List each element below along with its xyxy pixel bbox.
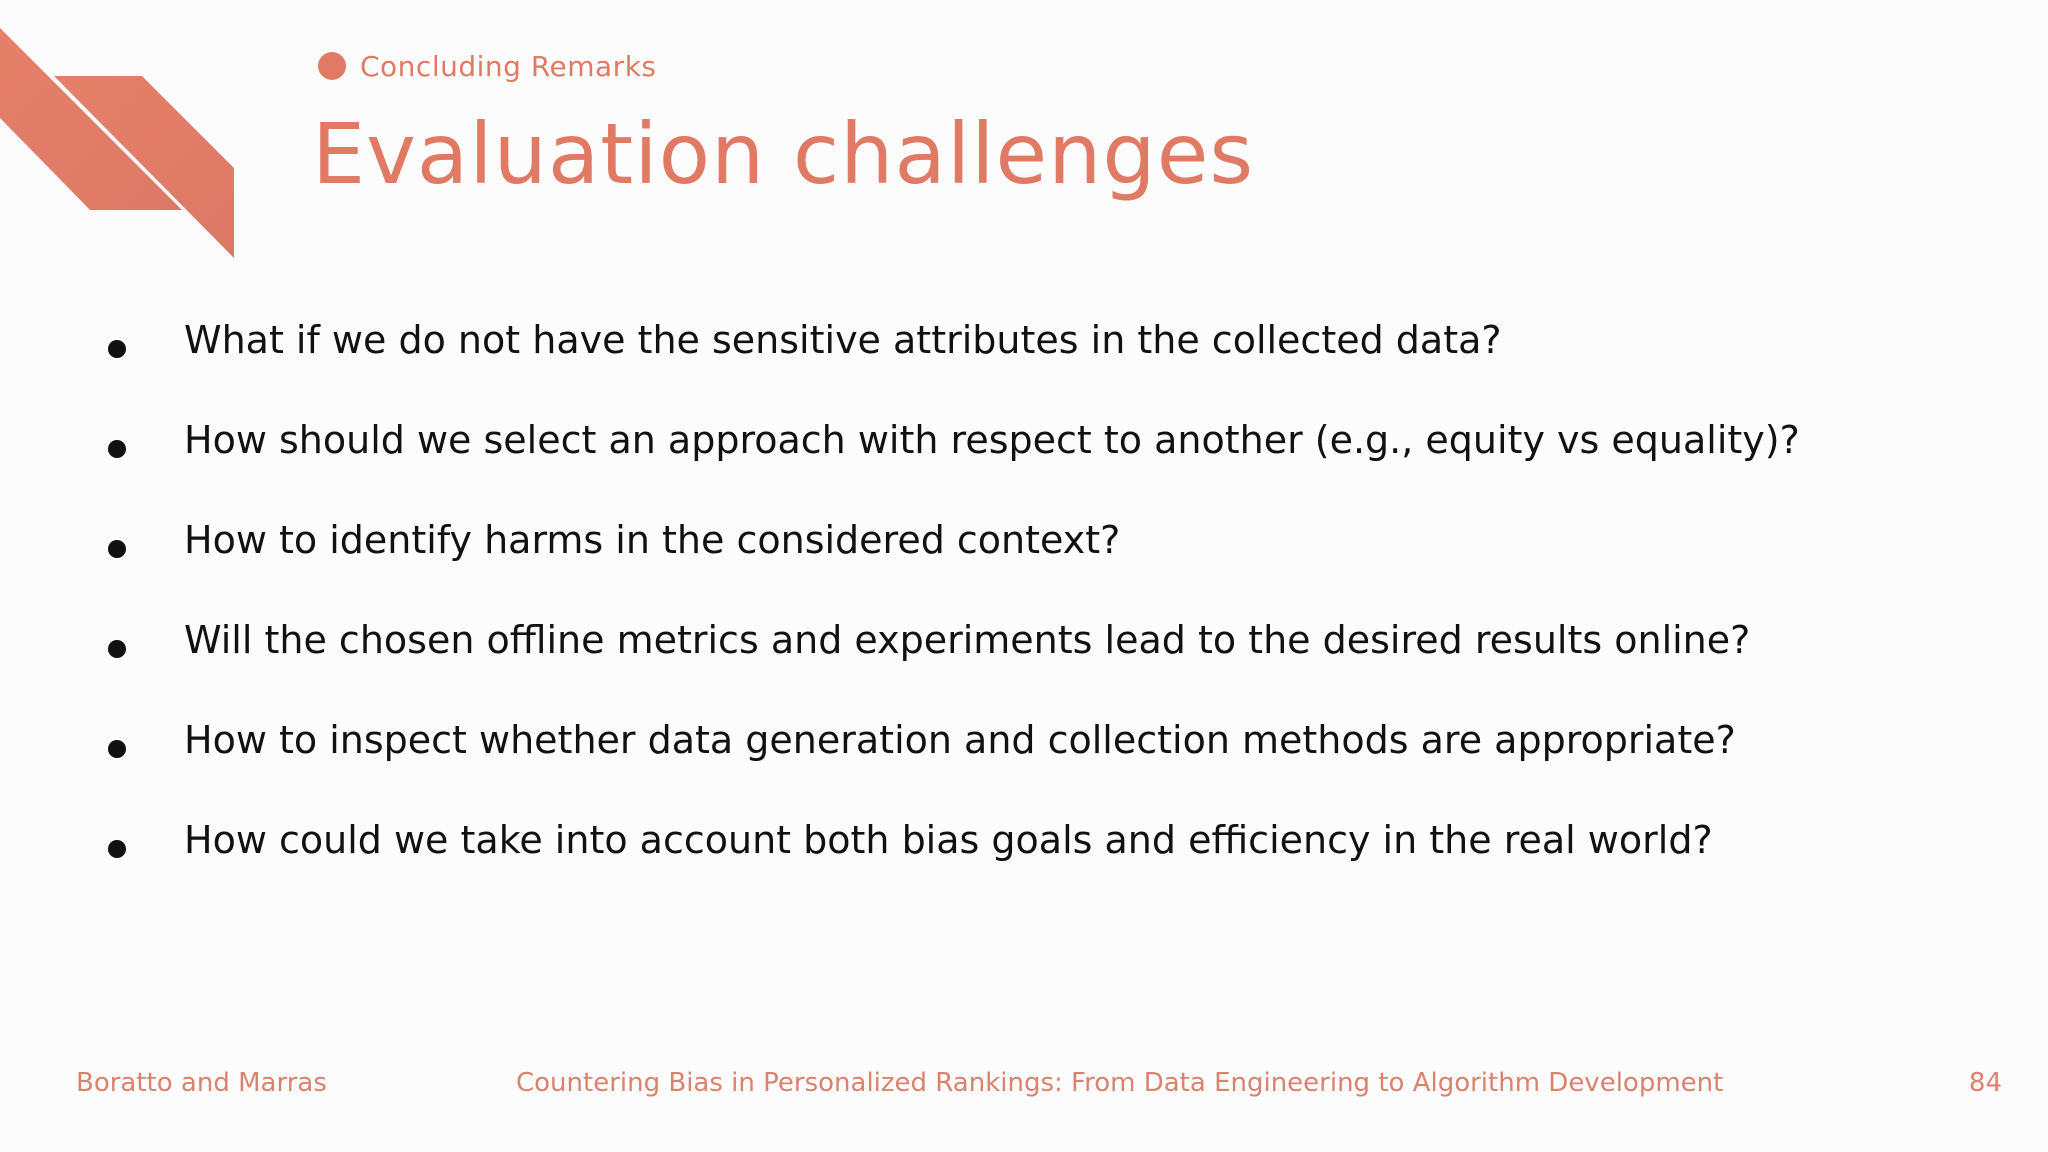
footer-talk-title: Countering Bias in Personalized Rankings: From Data Engineering to Algorithm Development [516,1068,1724,1098]
section-label-text: Concluding Remarks [360,49,657,83]
bullet-item [108,518,1800,618]
bullet-text: How could we take into account both bias goals and efficiency in the real world? [184,818,1713,862]
bullet-list [108,318,1800,918]
bullet-item [108,318,1800,418]
footer-page-number: 84 [1968,1068,2002,1098]
bullet-text: How to inspect whether data generation and collection methods are appropriate? [184,718,1736,762]
bullet-item [108,618,1800,718]
bullet-item [108,418,1800,518]
bullet-icon [108,640,126,658]
slide-title: Evaluation challenges [312,105,1255,203]
bullet-item [108,818,1800,918]
bullet-icon [108,840,126,858]
bullet-icon [108,440,126,458]
bullet-text: Will the chosen offline metrics and experiments lead to the desired results online? [184,618,1751,662]
bullet-text: How to identify harms in the considered context? [184,518,1121,562]
bullet-text: What if we do not have the sensitive attributes in the collected data? [184,318,1502,362]
bullet-icon [108,340,126,358]
bullet-icon [108,540,126,558]
bullet-text: How should we select an approach with respect to another (e.g., equity vs equality)? [184,418,1800,462]
corner-stripes-decoration [0,0,240,260]
dot-icon [318,52,346,80]
bullet-icon [108,740,126,758]
section-label [318,48,657,84]
footer-authors: Boratto and Marras [76,1068,327,1098]
bullet-item [108,718,1800,818]
